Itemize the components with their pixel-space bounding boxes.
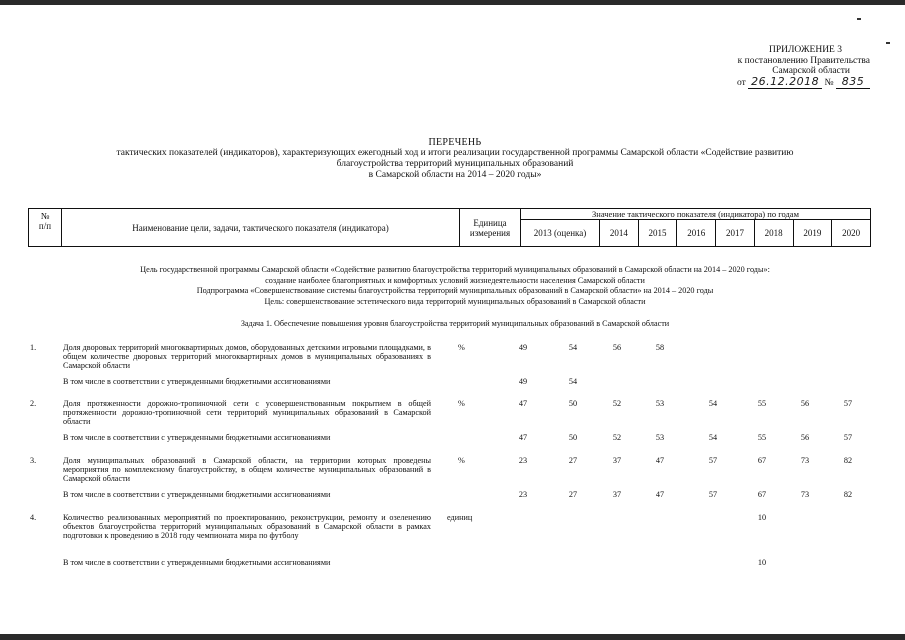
subprogram-title: Подпрограмма «Совершенствование системы благоустройства территорий муниципальных образований в Самарской области» на 2014 – 2020 годы [196, 286, 714, 295]
budget-value-cell: 57 [843, 433, 853, 442]
header-years-span: Значение тактического показателя (индикатора) по годам [521, 209, 871, 220]
budget-value-cell: 55 [757, 433, 767, 442]
header-year-cell: 2020 [832, 220, 871, 247]
scan-speck [857, 18, 861, 20]
budget-value-cell: 47 [655, 490, 665, 499]
budget-value-cell: 54 [708, 433, 718, 442]
indicator-table-header [28, 208, 871, 247]
value-cell: 27 [568, 456, 578, 465]
value-cell: 56 [800, 399, 810, 408]
value-cell: 73 [800, 456, 810, 465]
indicator-unit: % [458, 399, 465, 408]
budget-value-cell: 37 [612, 490, 622, 499]
indicator-unit: % [458, 456, 465, 465]
value-cell: 37 [612, 456, 622, 465]
value-cell: 56 [612, 343, 622, 352]
budget-sub-label: В том числе в соответствии с утвержденными бюджетными ассигнованиями [63, 490, 331, 499]
value-cell: 54 [708, 399, 718, 408]
scan-speck [886, 42, 890, 44]
budget-value-cell: 56 [800, 433, 810, 442]
budget-value-cell: 67 [757, 490, 767, 499]
row-number: 1. [30, 343, 37, 352]
budget-value-cell: 27 [568, 490, 578, 499]
value-cell: 47 [518, 399, 528, 408]
title-line-2: благоустройства территорий муниципальных образований [336, 159, 574, 169]
from-label: от [737, 77, 746, 88]
value-cell: 53 [655, 399, 665, 408]
indicator-name: Доля муниципальных образований в Самарской области, на территории которых проведены мероприятия по комплексному благоустройству, в общем количестве муниципальных образований в Самарской области [63, 456, 431, 484]
handwritten-date: 26.12.2018 [751, 74, 820, 88]
value-cell: 67 [757, 456, 767, 465]
row-number: 2. [30, 399, 37, 408]
indicator-unit: единиц [447, 513, 473, 522]
budget-sub-label: В том числе в соответствии с утвержденными бюджетными ассигнованиями [63, 433, 331, 442]
value-cell: 50 [568, 399, 578, 408]
title-heading: ПЕРЕЧЕНЬ [428, 137, 482, 148]
value-cell: 49 [518, 343, 528, 352]
budget-value-cell: 49 [518, 377, 528, 386]
budget-value-cell: 23 [518, 490, 528, 499]
value-cell: 55 [757, 399, 767, 408]
indicator-unit: % [458, 343, 465, 352]
value-cell: 82 [843, 456, 853, 465]
number-label: № [824, 77, 834, 88]
header-year-cell: 2018 [754, 220, 793, 247]
document-title [40, 137, 870, 181]
budget-value-cell: 82 [843, 490, 853, 499]
header-year-cell: 2017 [716, 220, 755, 247]
budget-value-cell: 54 [568, 377, 578, 386]
appendix-date-line [700, 74, 870, 90]
value-cell: 57 [843, 399, 853, 408]
indicator-name: Доля протяженности дорожно-тропиночной сети с усовершенствованным покрытием в общей протяженности дорожно-тропиночной сети территорий муниципальных образований в Самарской области [63, 399, 431, 427]
appendix-title: ПРИЛОЖЕНИЕ 3 [768, 45, 842, 55]
appendix-line-1: к постановлению Правительства [737, 55, 870, 66]
indicator-name: Доля дворовых территорий многоквартирных домов, оборудованных детскими игровыми площадками, в общем количестве дворовых территорий многоквартирных домов в муниципальных образованиях в Самарской области [63, 343, 431, 371]
budget-value-cell: 47 [518, 433, 528, 442]
header-name-cell: Наименование цели, задачи, тактического показателя (индикатора) [62, 209, 460, 247]
indicator-name: Количество реализованных мероприятий по проектированию, реконструкции, ремонту и озеленению объектов благоустройства территорий муниципальных образований в Самарской области в рамках подготовки к проведению в 2018 году чемпионата мира по футболу [63, 513, 431, 541]
budget-value-cell: 52 [612, 433, 622, 442]
appendix-block [700, 45, 870, 89]
value-cell: 57 [708, 456, 718, 465]
budget-value-cell: 10 [757, 558, 767, 567]
header-unit-cell: Единица измерения [460, 209, 521, 247]
scan-bottom-border [0, 634, 905, 640]
budget-value-cell: 73 [800, 490, 810, 499]
header-year-cell: 2015 [638, 220, 677, 247]
budget-sub-label: В том числе в соответствии с утвержденными бюджетными ассигнованиями [63, 377, 331, 386]
row-number: 3. [30, 456, 37, 465]
program-goal-line-1: Цель государственной программы Самарской области «Содействие развитию благоустройства территорий муниципальных образований в Самарской области на 2014 – 2020 годы»: [140, 265, 770, 274]
appendix-line-2: Самарской области [772, 66, 850, 76]
value-cell: 23 [518, 456, 528, 465]
value-cell: 58 [655, 343, 665, 352]
task-title: Задача 1. Обеспечение повышения уровня благоустройства территорий муниципальных образований в Самарской области [240, 319, 670, 328]
title-line-3: в Самарской области на 2014 – 2020 годы» [368, 170, 542, 180]
scan-top-border [0, 0, 905, 5]
program-goal-line-2: создание наиболее благоприятных и комфортных условий жизнедеятельности населения Самарской области [265, 275, 645, 285]
budget-sub-label: В том числе в соответствии с утвержденными бюджетными ассигнованиями [63, 558, 331, 567]
budget-value-cell: 57 [708, 490, 718, 499]
subprogram-goal: Цель: совершенствование эстетического вида территорий муниципальных образований в Самарской области [264, 296, 646, 306]
handwritten-number: 835 [841, 74, 865, 88]
value-cell: 10 [757, 513, 767, 522]
header-year-cell: 2016 [677, 220, 716, 247]
budget-value-cell: 53 [655, 433, 665, 442]
budget-value-cell: 50 [568, 433, 578, 442]
row-number: 4. [30, 513, 37, 522]
header-year-cell: 2013 (оценка) [521, 220, 600, 247]
header-year-cell: 2019 [793, 220, 832, 247]
program-goal [40, 265, 870, 307]
header-number-cell: № п/п [29, 209, 62, 247]
value-cell: 47 [655, 456, 665, 465]
header-year-cell: 2014 [600, 220, 639, 247]
title-line-1: тактических показателей (индикаторов), характеризующих ежегодный ход и итоги реализации государственной программы Самарской области «Содействие развитию [116, 148, 794, 158]
value-cell: 54 [568, 343, 578, 352]
value-cell: 52 [612, 399, 622, 408]
